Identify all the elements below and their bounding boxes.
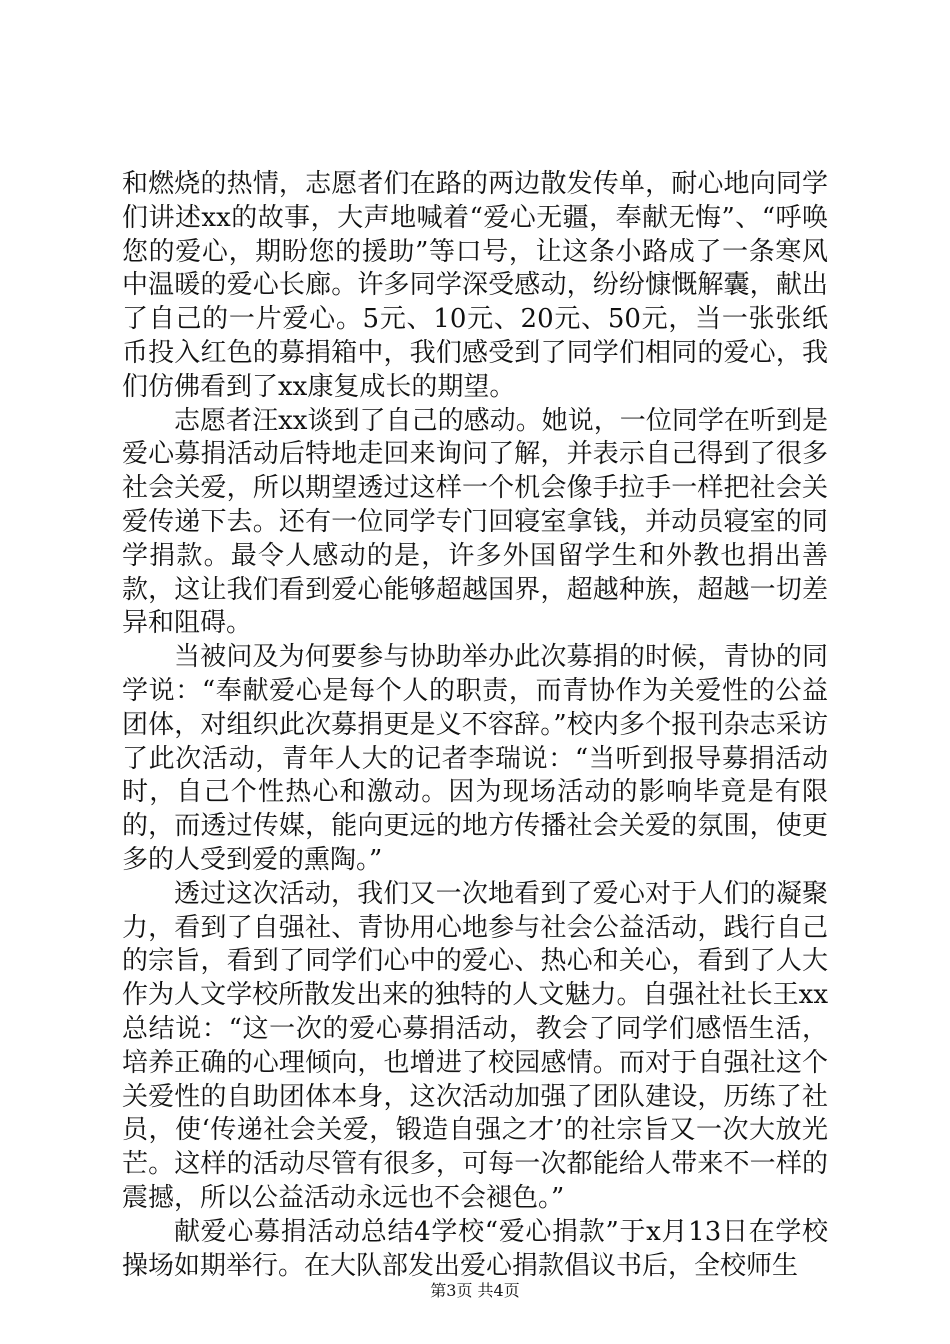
paragraph-1: 和燃烧的热情，志愿者们在路的两边散发传单，耐心地向同学们讲述xx的故事，大声地喊着“爱心无疆，奉献无悔”、“呼唤您的爱心，期盼您的援助”等口号，让这条小路成了一条寒风中温暖的爱心长廊。许多同学深受感动，纷纷慷慨解囊，献出了自己的一片爱心。5元、10元、20元、50元，当一张张纸币投入红色的募捐箱中，我们感受到了同学们相同的爱心，我们仿佛看到了xx康复成长的期望。 [122, 169, 828, 402]
document-body [122, 168, 828, 1283]
paragraph-2: 志愿者汪xx谈到了自己的感动。她说，一位同学在听到是爱心募捐活动后特地走回来询问了解，并表示自己得到了很多社会关爱，所以期望透过这样一个机会像手拉手一样把社会关爱传递下去。还有一位同学专门回寝室拿钱，并动员寝室的同学捐款。最令人感动的是，许多外国留学生和外教也捐出善款，这让我们看到爱心能够超越国界，超越种族，超越一切差异和阻碍。 [122, 405, 828, 639]
paragraph-3: 当被问及为何要参与协助举办此次募捐的时候，青协的同学说：“奉献爱心是每个人的职责，而青协作为关爱性的公益团体，对组织此次募捐更是义不容辞。”校内多个报刊杂志采访了此次活动，青年人大的记者李瑞说：“当听到报导募捐活动时，自己个性热心和激动。因为现场活动的影响毕竟是有限的，而透过传媒，能向更远的地方传播社会关爱的氛围，使更多的人受到爱的熏陶。” [122, 642, 828, 875]
paragraph-5: 献爱心募捐活动总结4学校“爱心捐款”于x月13日在学校操场如期举行。在大队部发出爱心捐款倡议书后，全校师生 [122, 1216, 828, 1281]
paragraph-4: 透过这次活动，我们又一次地看到了爱心对于人们的凝聚力，看到了自强社、青协用心地参与社会公益活动，践行自己的宗旨，看到了同学们心中的爱心、热心和关心，看到了人大作为人文学校所散发出来的独特的人文魅力。自强社社长王xx总结说：“这一次的爱心募捐活动，教会了同学们感悟生活，培养正确的心理倾向，也增进了校园感情。而对于自强社这个关爱性的自助团体本身，这次活动加强了团队建设，历练了社员，使‘传递社会关爱，锻造自强之才’的社宗旨又一次大放光芒。这样的活动尽管有很多，可每一次都能给人带来不一样的震撼，所以公益活动永远也不会褪色。” [122, 878, 828, 1213]
page-footer: 第3页 共4页 [430, 1281, 520, 1300]
